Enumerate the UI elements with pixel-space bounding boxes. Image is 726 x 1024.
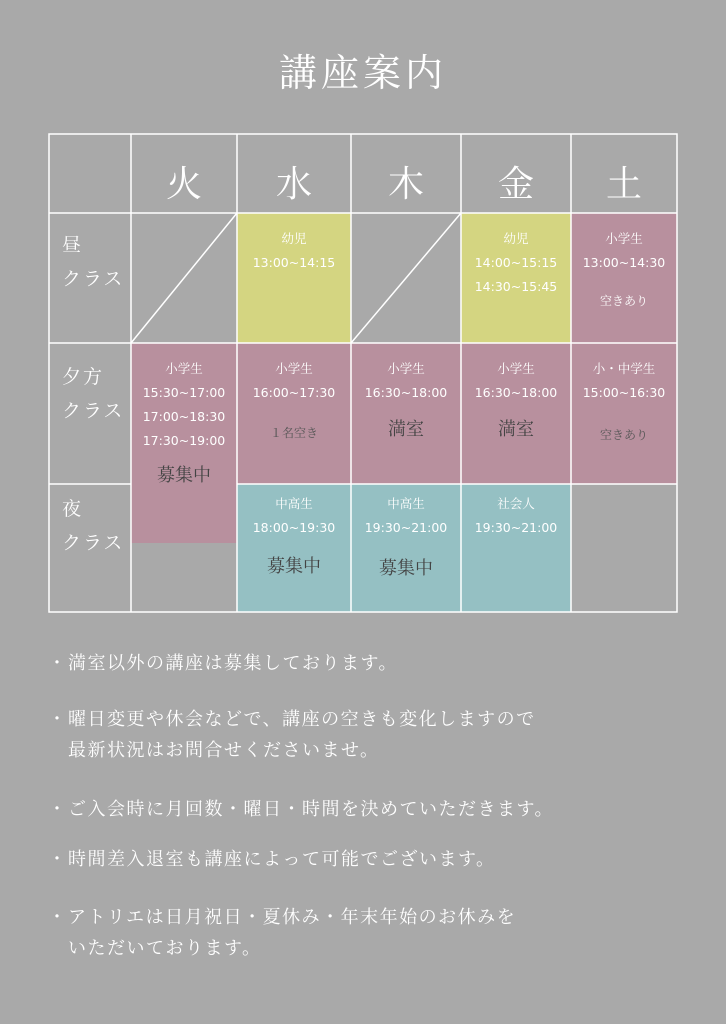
status-label: 募集中 (267, 556, 321, 577)
row-label-line: 昼 (62, 234, 84, 256)
cell-line: １名空き (269, 426, 318, 440)
note-text: 満室以外の講座は募集しております。 (68, 653, 399, 674)
cell-line: 小学生 (387, 361, 425, 376)
status-label: 満室 (388, 419, 424, 440)
diagonal-line (351, 213, 461, 343)
cell-line: 空きあり (599, 428, 648, 442)
note-text: 曜日変更や休会などで、講座の空きも変化しますので (68, 709, 536, 730)
note-item (48, 704, 536, 766)
note-text: ご入会時に月回数・曜日・時間を決めていただきます。 (68, 799, 555, 820)
bullet: ・ (48, 849, 68, 870)
cell-line: 小学生 (275, 361, 313, 376)
cell-line: 19:30~21:00 (364, 520, 448, 535)
bullet: ・ (48, 799, 68, 820)
page-title: 講座案内 (278, 51, 447, 95)
cell-line: 19:30~21:00 (474, 520, 558, 535)
cell-line: 17:30~19:00 (142, 433, 226, 448)
bullet: ・ (48, 653, 68, 674)
cell-line: 中高生 (275, 496, 313, 511)
cell-line: 幼児 (503, 231, 529, 246)
cell-line: 小学生 (605, 231, 643, 246)
row-label-line: クラス (62, 400, 125, 422)
cell-line: 13:00~14:30 (582, 255, 666, 270)
note-item (48, 794, 554, 825)
status-label: 募集中 (157, 465, 211, 486)
row-label-evening (62, 360, 124, 428)
cell-line: 中高生 (387, 496, 425, 511)
note-text: 最新状況はお問合せくださいませ。 (68, 740, 380, 761)
cell-line: 17:00~18:30 (142, 409, 226, 424)
note-item (48, 902, 516, 964)
cell-line: 小学生 (165, 361, 203, 376)
cell-line: 14:30~15:45 (474, 279, 558, 294)
note-text: アトリエは日月祝日・夏休み・年末年始のお休みを (68, 907, 517, 928)
cell-line: 空きあり (599, 294, 648, 308)
diagonal-line (131, 213, 237, 343)
cell-line: 13:00~14:15 (252, 255, 336, 270)
cell-line: 小学生 (497, 361, 535, 376)
cell-line: 15:00~16:30 (582, 385, 666, 400)
note-text: いただいております。 (68, 938, 262, 959)
row-label-afternoon (62, 228, 124, 296)
bullet: ・ (48, 907, 68, 928)
grid-border (49, 134, 677, 612)
cell-line: 社会人 (497, 496, 535, 511)
note-text: 時間差入退室も講座によって可能でございます。 (68, 849, 496, 870)
cell-line: 幼児 (281, 231, 307, 246)
bullet: ・ (48, 709, 68, 730)
cell-line: 15:30~17:00 (142, 385, 226, 400)
row-label-line: 夕方 (62, 366, 105, 388)
cell-line: 14:00~15:15 (474, 255, 558, 270)
row-label-line: クラス (62, 532, 125, 554)
cell-line: 18:00~19:30 (252, 520, 336, 535)
cell-line: 16:00~17:30 (252, 385, 336, 400)
row-label-line: 夜 (62, 498, 84, 520)
note-item (48, 844, 496, 875)
status-label: 満室 (498, 419, 534, 440)
row-label-line: クラス (62, 268, 125, 290)
cell-line: 小・中学生 (592, 361, 656, 376)
status-label: 募集中 (379, 558, 433, 579)
cell-line: 16:30~18:00 (364, 385, 448, 400)
note-item (48, 648, 398, 679)
row-label-night (62, 492, 124, 560)
cell-line: 16:30~18:00 (474, 385, 558, 400)
